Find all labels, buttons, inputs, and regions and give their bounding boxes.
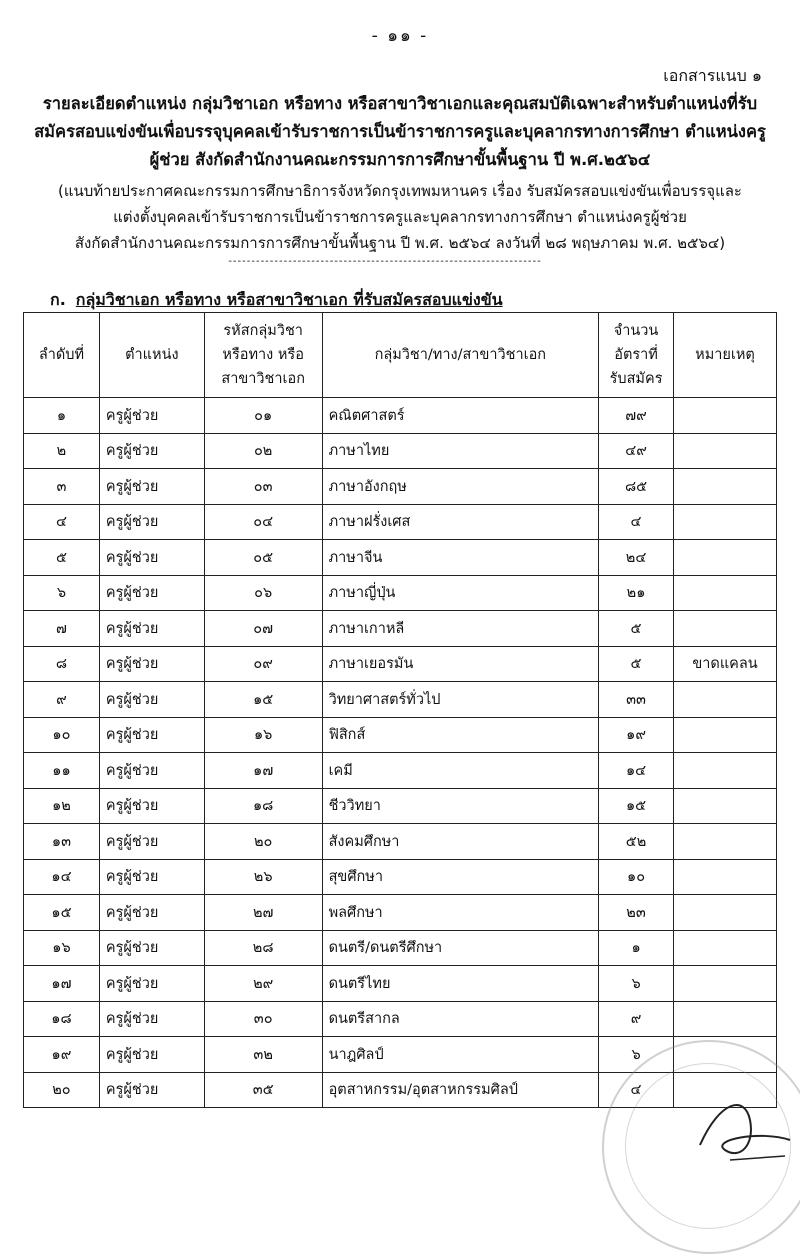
cell-position: ครูผู้ช่วย: [99, 646, 204, 682]
cell-subject: ภาษาเกาหลี: [322, 611, 599, 647]
header-code-line: หรือทาง หรือ: [222, 347, 304, 363]
cell-position: ครูผู้ช่วย: [99, 398, 204, 434]
cell-subject: ฟิสิกส์: [322, 717, 599, 753]
cell-count: ๑๐: [599, 859, 674, 895]
cell-code: ๐๕: [204, 540, 322, 576]
cell-note: [674, 540, 777, 576]
cell-count: ๑๙: [599, 717, 674, 753]
cell-code: ๐๒: [204, 433, 322, 469]
cell-note: [674, 788, 777, 824]
cell-no: ๕: [24, 540, 100, 576]
table-row: [24, 753, 777, 789]
cell-subject: วิทยาศาสตร์ทั่วไป: [322, 682, 599, 718]
section-heading: [50, 288, 503, 313]
cell-no: ๖: [24, 575, 100, 611]
cell-note: [674, 717, 777, 753]
cell-no: ๑๗: [24, 966, 100, 1002]
cell-subject: สังคมศึกษา: [322, 824, 599, 860]
table-row: [24, 895, 777, 931]
cell-code: ๒๖: [204, 859, 322, 895]
cell-position: ครูผู้ช่วย: [99, 575, 204, 611]
cell-subject: ภาษาฝรั่งเศส: [322, 504, 599, 540]
cell-position: ครูผู้ช่วย: [99, 611, 204, 647]
cell-count: ๖: [599, 1037, 674, 1073]
cell-count: ๒๓: [599, 895, 674, 931]
signature-mark: [690, 1090, 800, 1170]
header-note: หมายเหตุ: [674, 313, 777, 398]
cell-position: ครูผู้ช่วย: [99, 1072, 204, 1108]
cell-no: ๓: [24, 469, 100, 505]
cell-subject: ภาษาจีน: [322, 540, 599, 576]
cell-subject: ภาษาอังกฤษ: [322, 469, 599, 505]
cell-no: ๑๓: [24, 824, 100, 860]
cell-position: ครูผู้ช่วย: [99, 540, 204, 576]
cell-subject: ภาษาญี่ปุ่น: [322, 575, 599, 611]
cell-subject: ดนตรีไทย: [322, 966, 599, 1002]
table-row: [24, 824, 777, 860]
cell-subject: อุตสาหกรรม/อุตสาหกรรมศิลป์: [322, 1072, 599, 1108]
cell-code: ๐๗: [204, 611, 322, 647]
cell-subject: ภาษาเยอรมัน: [322, 646, 599, 682]
table-row: [24, 859, 777, 895]
header-count-line: รับสมัคร: [609, 371, 663, 387]
cell-no: ๑๔: [24, 859, 100, 895]
cell-no: ๑๐: [24, 717, 100, 753]
cell-code: ๑๘: [204, 788, 322, 824]
header-code: [204, 313, 322, 398]
cell-position: ครูผู้ช่วย: [99, 504, 204, 540]
cell-count: ๒๑: [599, 575, 674, 611]
cell-note: ขาดแคลน: [674, 646, 777, 682]
cell-note: [674, 433, 777, 469]
cell-code: ๐๓: [204, 469, 322, 505]
table-row: [24, 575, 777, 611]
cell-position: ครูผู้ช่วย: [99, 469, 204, 505]
table-header-row: [24, 313, 777, 398]
positions-table: [23, 312, 777, 1108]
table-row: [24, 469, 777, 505]
separator-line: --------------------------------------------------------------------: [228, 256, 542, 267]
header-position: ตำแหน่ง: [99, 313, 204, 398]
cell-position: ครูผู้ช่วย: [99, 966, 204, 1002]
cell-no: ๔: [24, 504, 100, 540]
title-line: ผู้ช่วย สังกัดสำนักงานคณะกรรมการการศึกษาขั้นพื้นฐาน ปี พ.ศ.๒๕๖๔: [149, 150, 651, 169]
cell-position: ครูผู้ช่วย: [99, 753, 204, 789]
cell-count: ๔๙: [599, 433, 674, 469]
cell-code: ๒๗: [204, 895, 322, 931]
cell-no: ๑: [24, 398, 100, 434]
cell-note: [674, 859, 777, 895]
cell-code: ๒๐: [204, 824, 322, 860]
table-body: [24, 398, 777, 1108]
cell-position: ครูผู้ช่วย: [99, 433, 204, 469]
table-row: [24, 930, 777, 966]
cell-count: ๖: [599, 966, 674, 1002]
cell-count: ๓๓: [599, 682, 674, 718]
table-row: [24, 788, 777, 824]
cell-count: ๕๒: [599, 824, 674, 860]
cell-code: ๓๒: [204, 1037, 322, 1073]
cell-position: ครูผู้ช่วย: [99, 1037, 204, 1073]
cell-position: ครูผู้ช่วย: [99, 824, 204, 860]
cell-code: ๑๕: [204, 682, 322, 718]
header-code-line: สาขาวิชาเอก: [221, 371, 305, 387]
cell-note: [674, 575, 777, 611]
table-row: [24, 682, 777, 718]
cell-subject: พลศึกษา: [322, 895, 599, 931]
table-row: [24, 717, 777, 753]
cell-count: ๑๔: [599, 753, 674, 789]
subtitle-line: สังกัดสำนักงานคณะกรรมการการศึกษาขั้นพื้นฐาน ปี พ.ศ. ๒๕๖๔ ลงวันที่ ๒๘ พฤษภาคม พ.ศ. ๒๕๖๔): [74, 234, 726, 252]
cell-subject: เคมี: [322, 753, 599, 789]
section-text: กลุ่มวิชาเอก หรือทาง หรือสาขาวิชาเอก ที่รับสมัครสอบแข่งขัน: [75, 290, 503, 309]
cell-code: ๒๘: [204, 930, 322, 966]
table-row: [24, 504, 777, 540]
table-row: [24, 646, 777, 682]
cell-position: ครูผู้ช่วย: [99, 1001, 204, 1037]
cell-note: [674, 824, 777, 860]
cell-no: ๒: [24, 433, 100, 469]
cell-position: ครูผู้ช่วย: [99, 788, 204, 824]
header-subject: กลุ่มวิชา/ทาง/สาขาวิชาเอก: [322, 313, 599, 398]
cell-note: [674, 895, 777, 931]
cell-note: [674, 966, 777, 1002]
page-number: - ๑๑ -: [371, 26, 429, 46]
section-label: ก.: [50, 290, 66, 309]
cell-count: ๗๙: [599, 398, 674, 434]
table-row: [24, 398, 777, 434]
table-row: [24, 433, 777, 469]
cell-count: ๕: [599, 646, 674, 682]
attachment-label: เอกสารแนบ ๑: [663, 66, 762, 85]
title-line: สมัครสอบแข่งขันเพื่อบรรจุบุคคลเข้ารับราชการเป็นข้าราชการครูและบุคลากรทางการศึกษา ตำแหน่งครู: [34, 122, 766, 141]
cell-no: ๑๕: [24, 895, 100, 931]
cell-note: [674, 504, 777, 540]
header-count: [599, 313, 674, 398]
cell-code: ๐๑: [204, 398, 322, 434]
cell-code: ๓๐: [204, 1001, 322, 1037]
header-code-line: รหัสกลุ่มวิชา: [223, 323, 303, 339]
table-row: [24, 611, 777, 647]
cell-position: ครูผู้ช่วย: [99, 717, 204, 753]
cell-code: ๒๙: [204, 966, 322, 1002]
cell-count: ๙: [599, 1001, 674, 1037]
subtitle-line: (แนบท้ายประกาศคณะกรรมการศึกษาธิการจังหวัดกรุงเทพมหานคร เรื่อง รับสมัครสอบแข่งขันเพื่อบรรจุและ: [58, 182, 742, 200]
cell-no: ๑๑: [24, 753, 100, 789]
cell-no: ๒๐: [24, 1072, 100, 1108]
table-row: [24, 1001, 777, 1037]
document-title: [14, 90, 786, 174]
cell-subject: คณิตศาสตร์: [322, 398, 599, 434]
table-row: [24, 966, 777, 1002]
cell-subject: ภาษาไทย: [322, 433, 599, 469]
cell-note: [674, 398, 777, 434]
cell-no: ๑๒: [24, 788, 100, 824]
cell-note: [674, 930, 777, 966]
cell-subject: ชีววิทยา: [322, 788, 599, 824]
cell-note: [674, 469, 777, 505]
cell-count: ๔: [599, 504, 674, 540]
cell-count: ๔: [599, 1072, 674, 1108]
subtitle-line: แต่งตั้งบุคคลเข้ารับราชการเป็นข้าราชการครูและบุคลากรทางการศึกษา ตำแหน่งครูผู้ช่วย: [113, 208, 687, 226]
cell-note: [674, 1001, 777, 1037]
cell-position: ครูผู้ช่วย: [99, 895, 204, 931]
cell-no: ๘: [24, 646, 100, 682]
cell-note: [674, 611, 777, 647]
cell-count: ๑: [599, 930, 674, 966]
cell-note: [674, 753, 777, 789]
cell-position: ครูผู้ช่วย: [99, 682, 204, 718]
cell-no: ๑๖: [24, 930, 100, 966]
cell-subject: สุขศึกษา: [322, 859, 599, 895]
cell-no: ๑๙: [24, 1037, 100, 1073]
header-count-line: อัตราที่: [614, 347, 658, 363]
cell-code: ๐๙: [204, 646, 322, 682]
header-count-line: จำนวน: [613, 323, 659, 339]
cell-code: ๓๕: [204, 1072, 322, 1108]
cell-subject: ดนตรีสากล: [322, 1001, 599, 1037]
cell-position: ครูผู้ช่วย: [99, 930, 204, 966]
cell-count: ๑๕: [599, 788, 674, 824]
cell-code: ๐๔: [204, 504, 322, 540]
cell-note: [674, 682, 777, 718]
document-subtitle: [14, 178, 786, 256]
cell-subject: นาฎศิลป์: [322, 1037, 599, 1073]
cell-no: ๙: [24, 682, 100, 718]
header-no: ลำดับที่: [24, 313, 100, 398]
title-line: รายละเอียดตำแหน่ง กลุ่มวิชาเอก หรือทาง หรือสาขาวิชาเอกและคุณสมบัติเฉพาะสำหรับตำแหน่งที่รับ: [42, 94, 758, 113]
cell-code: ๐๖: [204, 575, 322, 611]
cell-position: ครูผู้ช่วย: [99, 859, 204, 895]
cell-no: ๗: [24, 611, 100, 647]
cell-no: ๑๘: [24, 1001, 100, 1037]
cell-count: ๘๕: [599, 469, 674, 505]
cell-code: ๑๗: [204, 753, 322, 789]
table-row: [24, 540, 777, 576]
cell-count: ๕: [599, 611, 674, 647]
cell-subject: ดนตรี/ดนตรีศึกษา: [322, 930, 599, 966]
cell-code: ๑๖: [204, 717, 322, 753]
cell-count: ๒๔: [599, 540, 674, 576]
